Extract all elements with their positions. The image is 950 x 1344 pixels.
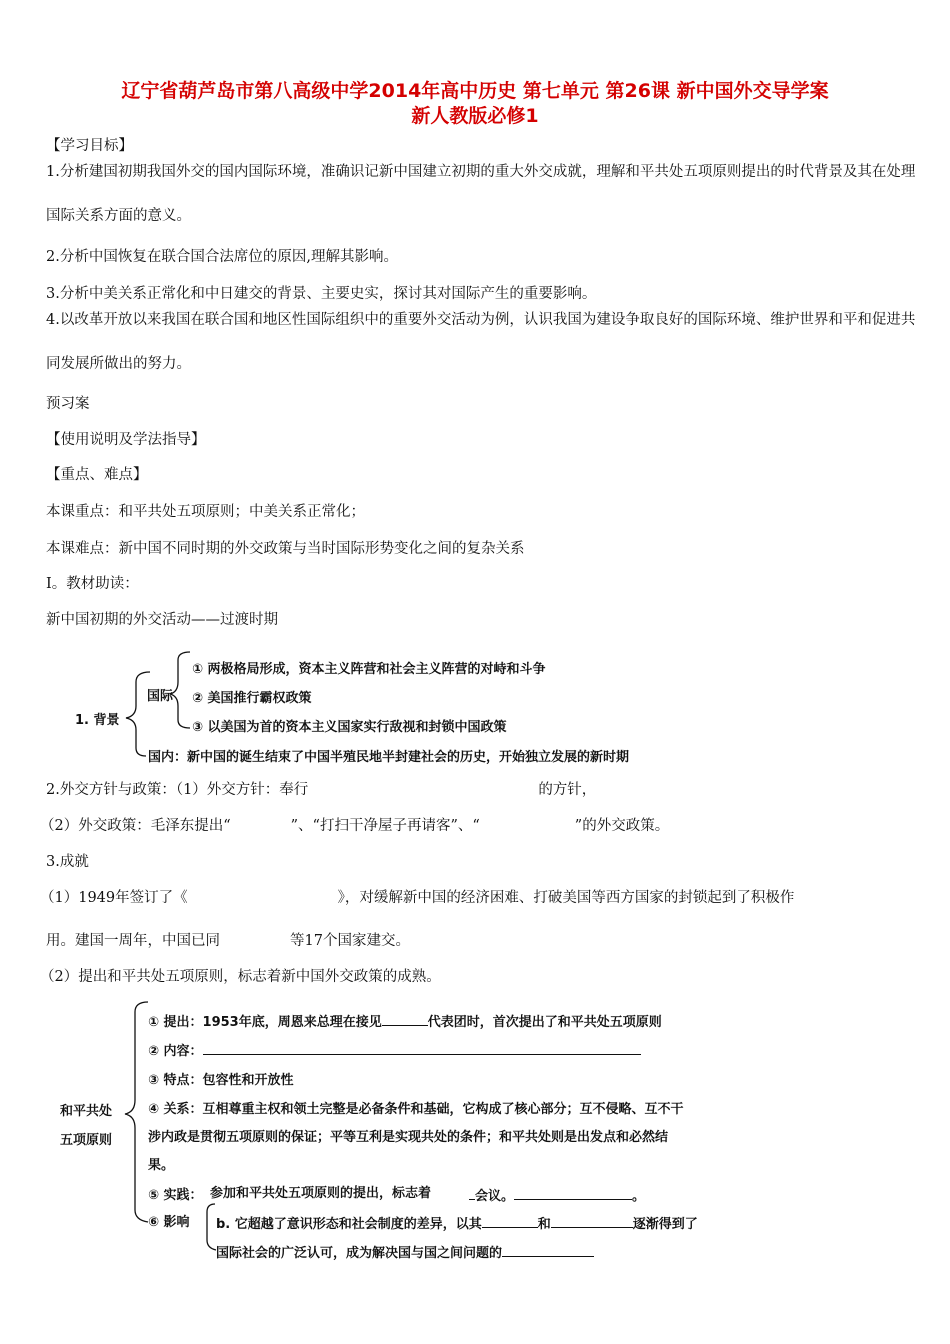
principle-proposal — [148, 1011, 662, 1030]
principle-influence-text-b: 逐渐得到了 — [632, 1217, 698, 1232]
international-label: 国际 — [147, 689, 174, 704]
principle-proposal-text-a: ① 提出：1953年底，周恩来总理在接见 — [148, 1015, 382, 1030]
principle-influence-line-1 — [216, 1213, 698, 1232]
achievement-2: （2）提出和平共处五项原则，标志着新中国外交政策的成熟。 — [40, 969, 441, 985]
principle-influence-label: ⑥ 影响 — [148, 1215, 190, 1230]
achievement-1-text-d: 等17个国家建交。 — [290, 933, 410, 949]
international-item-1: ① 两极格局形成，资本主义阵营和社会主义阵营的对峙和斗争 — [192, 662, 546, 677]
principle-relation-2: 涉内政是贯彻五项原则的保证；平等互利是实现共处的条件；和平共处则是出发点和必然结 — [148, 1130, 669, 1145]
blank-practice — [514, 1185, 632, 1200]
international-item-3: ③ 以美国为首的资本主义国家实行敌视和封锁中国政策 — [192, 720, 507, 735]
document-title-line1: 辽宁省葫芦岛市第八高级中学2014年高中历史 第七单元 第26课 新中国外交导学案 — [121, 80, 829, 102]
blank-policy-1 — [231, 816, 291, 830]
blank-influence-3 — [502, 1242, 594, 1257]
principle-influence-text-a: b. 它超越了意识形态和社会制度的差异，以其 — [216, 1217, 482, 1232]
background-label: 1. 背景 — [75, 713, 120, 728]
objectives-heading: 【学习目标】 — [46, 138, 133, 154]
principle-content-label: ② 内容： — [148, 1044, 203, 1059]
principle-influence-text-c: 国际社会的广泛认可，成为解决国与国之间问题的 — [216, 1246, 503, 1261]
influence-bracket — [207, 1204, 216, 1250]
policy-line-2 — [40, 814, 669, 835]
international-item-2: ② 美国推行霸权政策 — [192, 691, 312, 706]
policy-line-2-end: ”的外交政策。 — [574, 818, 670, 834]
principle-practice-period: 。 — [632, 1189, 646, 1204]
policy-line-1-end: 的方针， — [538, 782, 597, 798]
principle-feature: ③ 特点：包容性和开放性 — [148, 1073, 294, 1088]
achievement-1-text-b: 》，对缓解新中国的经济困难、打破美国等西方国家的封锁起到了积极作 — [337, 890, 795, 906]
achievement-1-line-2 — [46, 929, 410, 950]
blank-country — [220, 931, 290, 945]
principles-label-1: 和平共处 — [60, 1104, 113, 1119]
keypoints-heading: 【重点、难点】 — [46, 467, 148, 483]
achievements-heading: 3.成就 — [46, 854, 89, 870]
blank-diplomatic-principle — [308, 780, 538, 794]
blank-policy-3 — [480, 816, 575, 830]
principle-relation-1: ④ 关系：互相尊重主权和领土完整是必备条件和基础，它构成了核心部分；互不侵略、互不干 — [148, 1102, 684, 1117]
preview-heading: 预习案 — [46, 396, 90, 412]
reading-subheading: 新中国初期的外交活动——过渡时期 — [46, 612, 278, 628]
achievement-1-text-c: 用。建国一周年，中国已同 — [46, 933, 220, 949]
lesson-difficulty: 本课难点：新中国不同时期的外交政策与当时国际形势变化之间的复杂关系 — [46, 541, 525, 557]
principle-proposal-text-b: 代表团时，首次提出了和平共处五项原则 — [427, 1015, 662, 1030]
policy-line-1 — [46, 778, 596, 799]
principle-content — [148, 1040, 641, 1059]
principle-influence-and: 和 — [537, 1217, 551, 1232]
domestic-background: 国内：新中国的诞生结束了中国半殖民地半封建社会的历史，开始独立发展的新时期 — [148, 750, 630, 765]
usage-heading: 【使用说明及学法指导】 — [46, 432, 206, 448]
blank-treaty-name — [188, 888, 338, 902]
blank-influence-2 — [551, 1213, 633, 1228]
objective-1: 1.分析建国初期我国外交的国内国际环境，准确识记新中国建立初期的重大外交成就，理解和平共处五项原则提出的时代背景及其在处理国际关系方面的意义。 — [46, 164, 916, 224]
principle-influence-line-2 — [216, 1242, 594, 1261]
principle-practice-meeting-text: 会议。 — [475, 1189, 515, 1204]
principle-practice-label: ⑤ 实践： — [148, 1188, 203, 1203]
achievement-1-text-a: （1）1949年签订了《 — [40, 890, 188, 906]
policy-line-2-text: （2）外交政策：毛泽东提出“ — [40, 818, 231, 834]
principles-label-2: 五项原则 — [60, 1133, 113, 1148]
objective-3: 3.分析中美关系正常化和中日建交的背景、主要史实，探讨其对国际产生的重要影响。 — [46, 286, 597, 302]
objective-2: 2.分析中国恢复在联合国合法席位的原因,理解其影响。 — [46, 249, 398, 265]
lesson-focus: 本课重点：和平共处五项原则；中美关系正常化； — [46, 504, 365, 520]
principle-practice-meeting — [469, 1185, 645, 1204]
document-title-line2: 新人教版必修1 — [411, 105, 539, 127]
policy-line-1-text: 2.外交方针与政策：（1）外交方针：奉行 — [46, 782, 309, 798]
reading-heading: Ⅰ。教材助读： — [46, 576, 139, 592]
principles-bracket — [125, 1002, 148, 1222]
blank-influence-1 — [482, 1213, 538, 1228]
objective-4: 4.以改革开放以来我国在联合国和地区性国际组织中的重要外交活动为例，认识我国为建设争取良好的国际环境、维护世界和平和促进共同发展所做出的努力。 — [46, 312, 916, 372]
achievement-1-line-1 — [40, 886, 794, 907]
principle-practice-text: 参加和平共处五项原则的提出，标志着 — [210, 1186, 432, 1201]
blank-content — [203, 1040, 641, 1055]
policy-line-2-mid: ”、“打扫干净屋子再请客”、“ — [290, 818, 480, 834]
blank-delegation — [382, 1011, 428, 1026]
principle-relation-3: 果。 — [148, 1158, 175, 1173]
